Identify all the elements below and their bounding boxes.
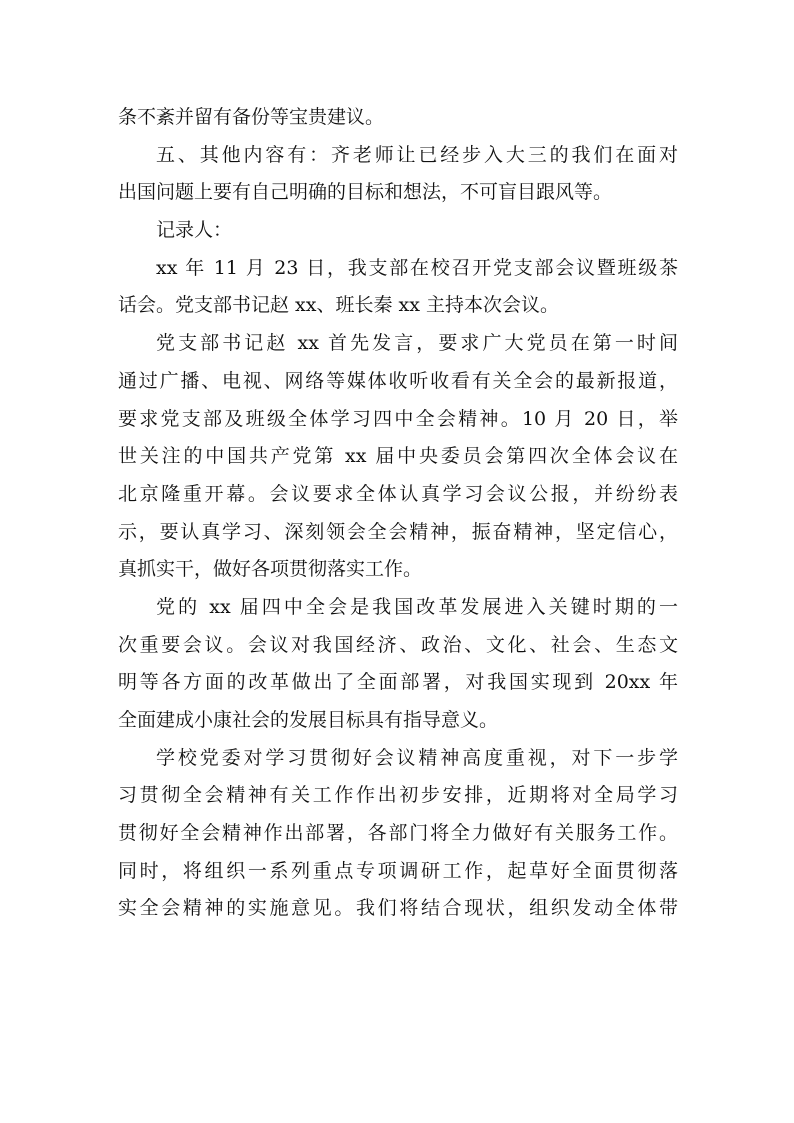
paragraph-line: 党支部书记赵 xx 首先发言，要求广大党员在第一时间	[156, 332, 678, 355]
paragraph-line: 示，要认真学习、深刻领会全会精神，振奋精神，坚定信心，	[118, 520, 678, 543]
paragraph-line: 北京隆重开幕。会议要求全体认真学习会议公报，并纷纷表	[118, 482, 678, 505]
paragraph-line: 全面建成小康社会的发展目标具有指导意义。	[118, 709, 499, 731]
paragraph-line: 世关注的中国共产党第 xx 届中央委员会第四次全体会议在	[118, 445, 678, 468]
paragraph-line: 明等各方面的改革做出了全面部署，对我国实现到 20xx 年	[118, 671, 678, 694]
paragraph-line: 习贯彻全会精神有关工作作出初步安排，近期将对全局学习	[118, 784, 678, 807]
paragraph-line: 话会。党支部书记赵 xx、班长秦 xx 主持本次会议。	[118, 294, 559, 317]
paragraph-line: xx 年 11 月 23 日，我支部在校召开党支部会议暨班级茶	[156, 256, 678, 279]
paragraph-line: 同时，将组织一系列重点专项调研工作，起草好全面贯彻落	[118, 859, 678, 882]
recorder-label: 记录人：	[156, 219, 233, 242]
paragraph-line: 条不紊并留有备份等宝贵建议。	[118, 106, 385, 128]
document-body	[118, 99, 678, 928]
paragraph-line: 贯彻好全会精神作出部署，各部门将全力做好有关服务工作。	[118, 822, 678, 845]
paragraph-line: 党的 xx 届四中全会是我国改革发展进入关键时期的一	[156, 595, 678, 618]
paragraph-line: 真抓实干，做好各项贯彻落实工作。	[118, 558, 423, 581]
paragraph-line: 通过广播、电视、网络等媒体收听收看有关全会的最新报道，	[118, 369, 678, 392]
paragraph-line: 出国问题上要有自己明确的目标和想法，不可盲目跟风等。	[118, 181, 613, 204]
paragraph-line: 五、其他内容有：齐老师让已经步入大三的我们在面对	[156, 143, 678, 166]
paragraph-line: 要求党支部及班级全体学习四中全会精神。10 月 20 日，举	[118, 407, 678, 430]
paragraph-line: 学校党委对学习贯彻好会议精神高度重视，对下一步学	[156, 746, 678, 769]
paragraph-line: 次重要会议。会议对我国经济、政治、文化、社会、生态文	[118, 633, 678, 656]
paragraph-line: 实全会精神的实施意见。我们将结合现状，组织发动全体带	[118, 897, 678, 920]
